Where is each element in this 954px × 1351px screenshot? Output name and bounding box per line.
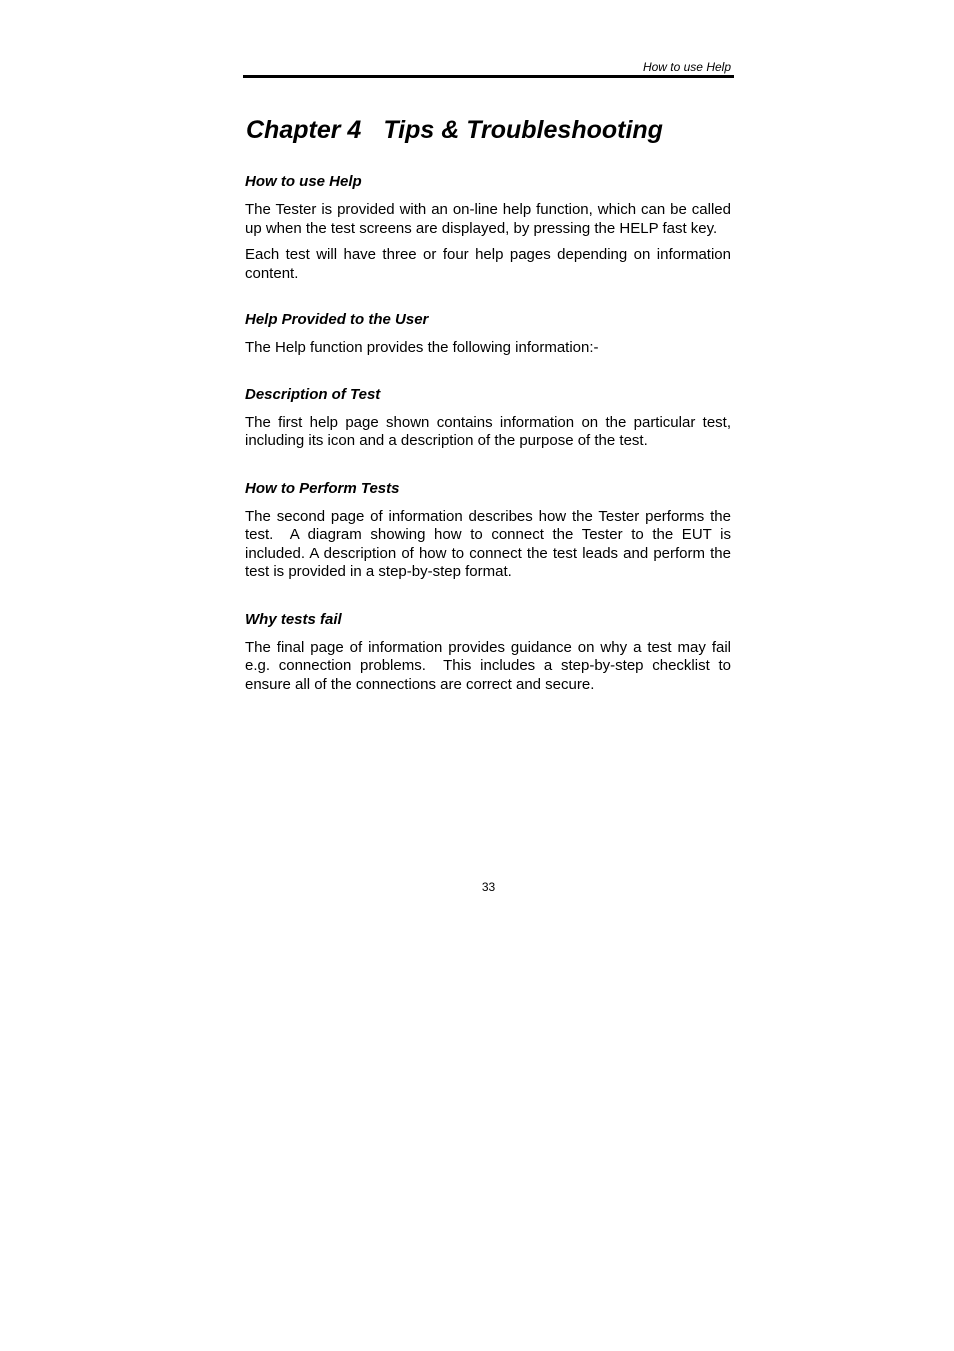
- section-heading: Why tests fail: [245, 610, 342, 628]
- body-paragraph: The first help page shown contains information on the particular test, including its icon and a description of the purpose of the test.: [245, 413, 736, 449]
- chapter-content: [245, 172, 736, 722]
- section-heading: How to use Help: [245, 173, 362, 190]
- section-heading: How to Perform Tests: [245, 479, 400, 497]
- section-how-to-use-help: [245, 172, 736, 283]
- section-description-of-test: [245, 385, 736, 451]
- section-why-tests-fail: [245, 610, 736, 695]
- chapter-name: Tips & Troubleshooting: [383, 116, 663, 144]
- section-heading: Description of Test: [245, 385, 381, 403]
- page-number: 33: [481, 880, 496, 894]
- document-page: [243, 0, 734, 1351]
- body-paragraph: The final page of information provides guidance on why a test may fail e.g. connection problems. This includes a step-by-step checklist to ensure all of the connections are correct and secure.: [245, 638, 736, 693]
- body-paragraph: Each test will have three or four help pages depending on information content.: [245, 246, 736, 282]
- body-paragraph: The Tester is provided with an on-line help function, which can be called up when the test screens are displayed, by pressing the HELP fast key.: [245, 201, 736, 237]
- body-paragraph: The Help function provides the following information:-: [245, 339, 599, 356]
- section-how-to-perform-tests: [245, 479, 736, 582]
- section-help-provided: [245, 310, 731, 358]
- running-header: How to use Help: [642, 60, 731, 74]
- chapter-number: Chapter 4: [246, 116, 362, 144]
- chapter-title: [246, 114, 663, 146]
- body-paragraph: The second page of information describes how the Tester performs the test. A diagram showing how to connect the Tester to the EUT is included. A description of how to connect the test leads and perform the test is provided in a step-by-step format.: [245, 507, 736, 580]
- header-rule: [243, 75, 734, 78]
- section-heading: Help Provided to the User: [245, 311, 429, 328]
